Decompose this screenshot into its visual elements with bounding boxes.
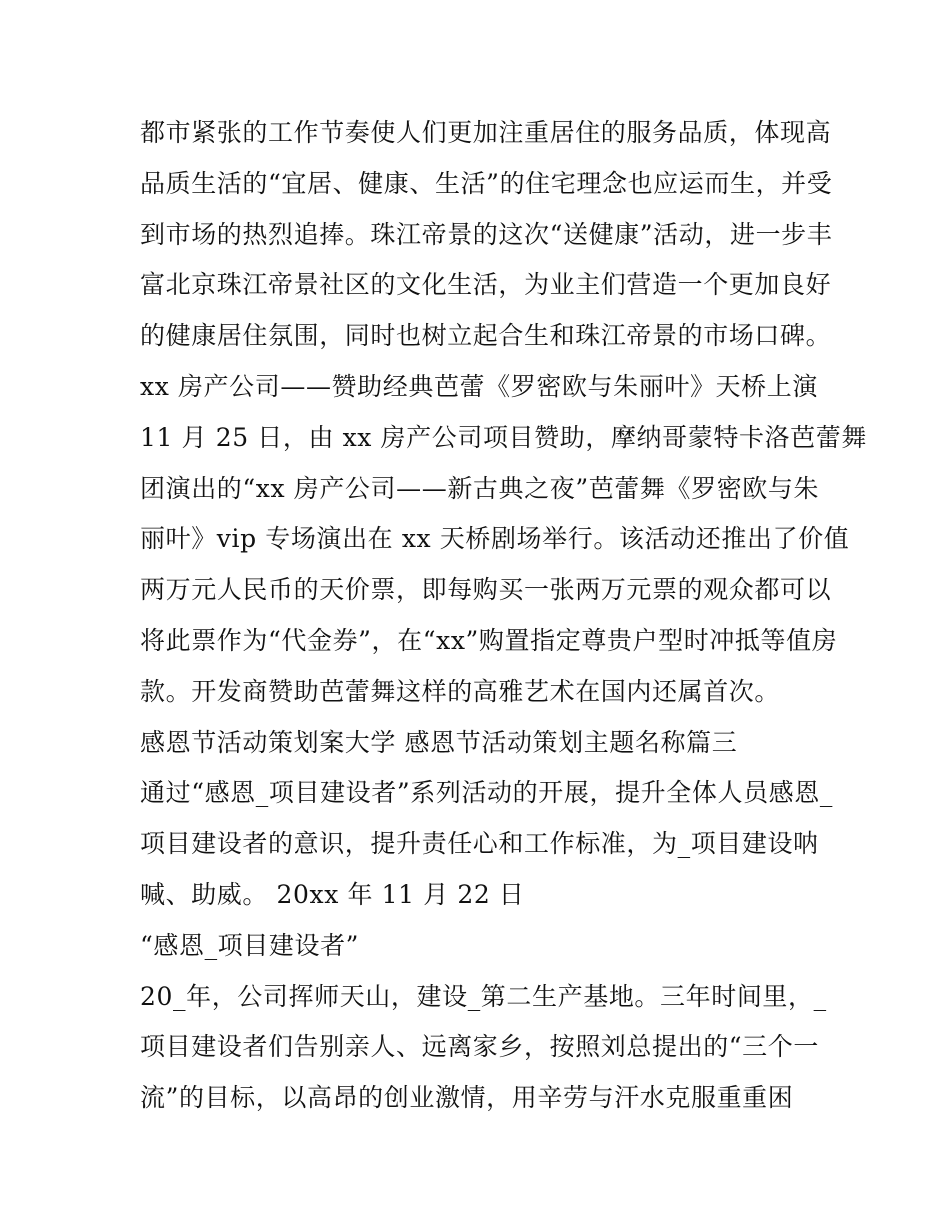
text-line: 丽叶》vip 专场演出在 xx 天桥剧场举行。该活动还推出了价值	[140, 524, 850, 554]
text-line: 20_年，公司挥师天山，建设_第二生产基地。三年时间里，_	[140, 981, 827, 1011]
section-heading-line: xx 房产公司——赞助经典芭蕾《罗密欧与朱丽叶》天桥上演	[140, 371, 818, 401]
text-line: 喊、助威。 20xx 年 11 月 22 日	[140, 879, 525, 909]
text-line: 款。开发商赞助芭蕾舞这样的高雅艺术在国内还属首次。	[140, 676, 781, 706]
text-line: 流”的目标，以高昂的创业激情，用辛劳与汗水克服重重困	[140, 1083, 794, 1113]
text-line: 通过“感恩_项目建设者”系列活动的开展，提升全体人员感恩_	[140, 778, 833, 808]
text-line: 将此票作为“代金券”，在“xx”购置指定尊贵户型时冲抵等值房	[140, 625, 838, 655]
text-line: 团演出的“xx 房产公司——新古典之夜”芭蕾舞《罗密欧与朱	[140, 473, 820, 503]
text-line: 的健康居住氛围，同时也树立起合生和珠江帝景的市场口碑。	[140, 321, 832, 351]
section-heading-line: 感恩节活动策划案大学 感恩节活动策划主题名称篇三	[140, 727, 738, 757]
document-body	[140, 108, 867, 1124]
text-line: 都市紧张的工作节奏使人们更加注重居住的服务品质，体现高	[140, 118, 832, 147]
theme-title-line: “感恩_项目建设者”	[140, 930, 360, 960]
text-line: 项目建设者的意识，提升责任心和工作标准，为_项目建设呐	[140, 829, 819, 859]
text-line: 11 月 25 日，由 xx 房产公司项目赞助，摩纳哥蒙特卡洛芭蕾舞	[140, 422, 867, 452]
text-line: 项目建设者们告别亲人、远离家乡，按照刘总提出的“三个一	[140, 1032, 819, 1062]
text-line: 品质生活的“宜居、健康、生活”的住宅理念也应运而生，并受	[140, 168, 833, 198]
text-line: 富北京珠江帝景社区的文化生活，为业主们营造一个更加良好	[140, 270, 832, 300]
text-line: 两万元人民币的天价票，即每购买一张两万元票的观众都可以	[140, 575, 832, 605]
text-line: 到市场的热烈追捧。珠江帝景的这次“送健康”活动，进一步丰	[140, 219, 833, 249]
